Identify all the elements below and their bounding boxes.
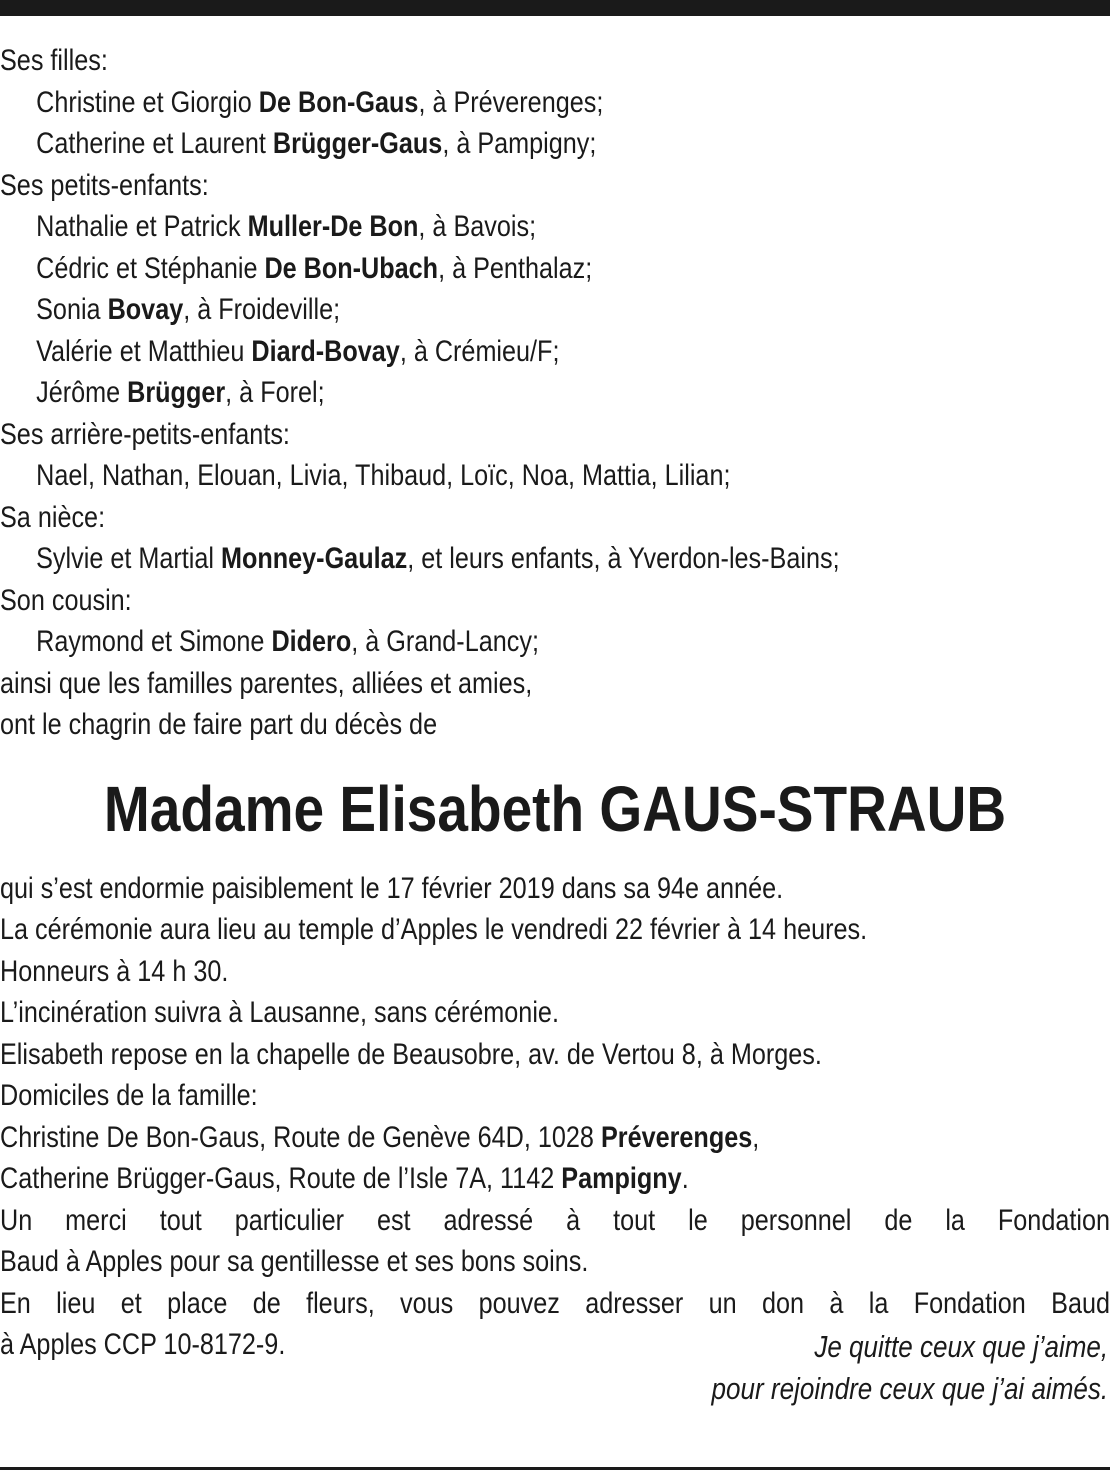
details-line [0,1158,932,1200]
surname: De Bon-Ubach [264,251,439,285]
surname: Brügger-Gaus [272,127,443,160]
text-segment: Valérie et Matthieu [36,334,252,368]
text-segment: Jérôme [36,376,128,409]
obituary-notice [0,40,1110,1366]
surname: Didero [271,625,352,658]
details-line [0,909,932,951]
text-segment: qui s’est endormie paisiblement le 17 février 2019 dans sa 94e année. [0,871,784,905]
text-segment: Baud à Apples pour sa gentillesse et ses bons soins. [0,1245,589,1278]
text-segment: , à Forel; [225,376,325,409]
family-line [0,206,932,248]
text-segment: Catherine et Laurent [36,127,273,160]
family-line [0,372,932,414]
family-line [0,82,932,124]
text-segment: Sylvie et Martial [36,542,221,575]
surname: Muller-De Bon [247,210,419,243]
text-segment: Son cousin: [0,583,132,617]
text-segment: , à Bavois; [418,210,537,243]
surname: Brügger [127,376,226,409]
text-segment: Domiciles de la famille: [0,1079,258,1112]
text-segment: , et leurs enfants, à Yverdon-les-Bains; [407,542,840,575]
surname: Diard-Bovay [251,334,400,368]
text-segment: , à Pampigny; [442,127,597,160]
surname: De Bon-Gaus [258,85,419,119]
text-segment: Raymond et Simone [36,625,272,658]
text-segment: Sa nièce: [0,500,106,534]
text-segment: , à Grand-Lancy; [351,625,539,658]
closing-quote [636,1326,1108,1410]
text-segment: Cédric et Stéphanie [36,251,265,285]
details-line [0,951,932,993]
surname: Préverenges [600,1120,753,1154]
quote-line-1: Je quitte ceux que j’aime, [814,1329,1108,1364]
details-line [0,1117,932,1159]
family-line [0,704,932,746]
text-segment: Christine et Giorgio [36,85,259,119]
bottom-rule [0,1467,1110,1470]
text-segment: , à Froideville; [183,293,341,326]
text-segment: ainsi que les familles parentes, alliées et amies, [0,666,533,700]
text-segment: Elisabeth repose en la chapelle de Beausobre, av. de Vertou 8, à Morges. [0,1037,822,1071]
family-line [0,40,932,82]
family-line [0,538,932,580]
text-segment: , à Penthalaz; [438,251,593,285]
ceremony-details [0,868,1110,1366]
text-segment: Ses arrière-petits-enfants: [0,417,290,451]
text-segment: La cérémonie aura lieu au temple d’Apples le vendredi 22 février à 14 heures. [0,913,868,946]
details-line [0,868,932,910]
details-line [0,1200,1110,1242]
family-line [0,497,932,539]
text-segment: Honneurs à 14 h 30. [0,954,229,988]
family-line [0,414,932,456]
family-line [0,123,932,165]
text-segment: Ses petits-enfants: [0,168,209,202]
family-line [0,248,932,290]
deceased-name: Madame Elisabeth GAUS-STRAUB [103,772,1007,845]
text-segment: Sonia [36,293,108,326]
details-line [0,1241,932,1283]
surname: Monney-Gaulaz [220,542,408,575]
details-line [0,1075,932,1117]
details-line [0,992,932,1034]
quote-line-2: pour rejoindre ceux que j’ai aimés. [711,1371,1108,1406]
family-line [0,455,932,497]
deceased-name-block [0,746,1110,868]
text-segment: En lieu et place de fleurs, vous pouvez adresser un don à la Fondation Baud [0,1286,1110,1320]
text-segment: à Apples CCP 10-8172-9. [0,1328,286,1361]
family-line [0,331,932,373]
family-line [0,580,932,622]
family-list [0,40,1110,746]
text-segment: , à Préverenges; [418,85,604,119]
text-segment: Nael, Nathan, Elouan, Livia, Thibaud, Loïc, Noa, Mattia, Lilian; [36,459,731,492]
text-segment: Un merci tout particulier est adressé à tout le personnel de la Fondation [0,1203,1110,1237]
surname: Pampigny [561,1162,682,1195]
text-segment: L’incinération suivra à Lausanne, sans cérémonie. [0,996,559,1029]
details-line [0,1034,932,1076]
text-segment: , à Crémieu/F; [399,334,560,368]
text-segment: Nathalie et Patrick [36,210,248,243]
family-line [0,663,932,705]
family-line [0,621,932,663]
text-segment: Ses filles: [0,44,108,77]
top-rule [0,0,1110,16]
family-line [0,289,932,331]
text-segment: ont le chagrin de faire part du décès de [0,708,438,741]
family-line [0,165,932,207]
surname: Bovay [107,293,184,326]
text-segment: Catherine Brügger-Gaus, Route de l’Isle 7A, 1142 [0,1162,562,1195]
text-segment: , [752,1120,760,1154]
details-line [0,1283,1110,1325]
text-segment: Christine De Bon-Gaus, Route de Genève 64D, 1028 [0,1120,601,1154]
text-segment: . [681,1162,689,1195]
